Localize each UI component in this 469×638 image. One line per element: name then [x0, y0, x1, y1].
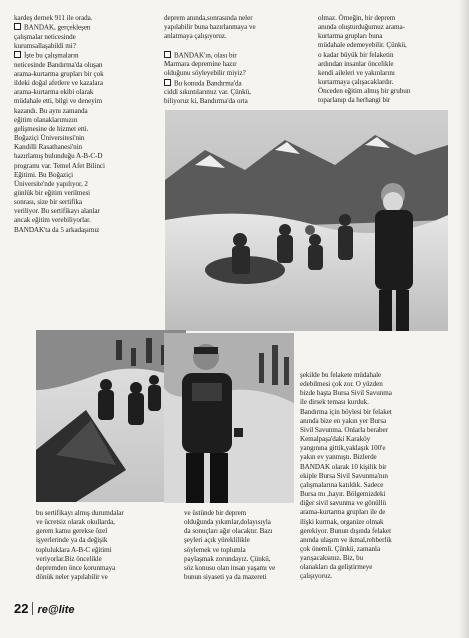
text-line-content: veriyorlar.Biz öncelikle: [36, 554, 102, 563]
text-line-content: kardeş dernek 911 ile orada.: [14, 14, 93, 22]
magazine-brand: re@lite: [37, 604, 75, 616]
text-line: [318, 60, 458, 69]
text-line: [164, 23, 314, 32]
text-line-content: şeyleri açık yüreklilikle: [184, 536, 250, 545]
footer-divider: [32, 602, 33, 615]
text-line: [318, 32, 458, 41]
text-line: [14, 207, 160, 216]
text-line-content: edebilmesi çok zor. O yüzden: [300, 380, 383, 389]
text-line-content: yangınına gittik,yaklaşık 100'e: [300, 444, 386, 453]
text-line: [14, 107, 160, 116]
text-line-content: Bursa mı ,hayır. Bölgemizdeki: [300, 490, 386, 499]
text-line-content: BANDAK olarak 10 kişilik bir: [300, 462, 387, 471]
text-line: [164, 51, 314, 61]
text-line: [14, 134, 160, 143]
text-line-content: bizde başta Bursa Sivil Savunma: [300, 389, 392, 398]
text-line: [300, 499, 460, 508]
text-line: [184, 509, 312, 518]
text-line: [300, 417, 460, 426]
text-line-content: Eğitimi. Bu Boğaziçi: [14, 170, 74, 179]
text-line-content: olduğunda yıkımlar,dolayısıyla: [184, 518, 271, 527]
text-line-content: bunun siyaseti ya da mazereti: [184, 573, 267, 582]
text-line-content: Kandilli Rasathanesi'nin: [14, 143, 83, 152]
text-line: [300, 444, 460, 453]
text-line-content: çok önemli. Çünkü, zamanla: [300, 544, 381, 553]
text-line-content: ciddi sıkıntılarımız var. Çünkü,: [164, 88, 251, 97]
text-line-content: paylaşmak zorundayız. Çünkü,: [184, 554, 271, 563]
text-line-content: kurtarmaya çalışacaklardır.: [318, 78, 394, 87]
text-line: [318, 96, 458, 105]
text-line: [318, 51, 458, 60]
text-line: [14, 162, 160, 171]
text-line: [36, 518, 182, 527]
text-line-content: BANDAK'ta da 5 arkadaşımız: [14, 225, 100, 234]
text-line: [36, 527, 182, 536]
text-line-content: olanakları da geliştirmeye: [300, 563, 373, 572]
text-line: [300, 435, 460, 444]
text-line-content: Sivil Savunma. Onlarla beraber: [300, 425, 388, 434]
text-line: [164, 79, 314, 89]
photo-climber-portrait: [164, 333, 294, 503]
text-line-content: Bu konuda Bandırma'da: [174, 79, 242, 88]
text-line-content: deprem anında,sonrasında neler: [164, 14, 253, 22]
text-line: [164, 60, 314, 69]
text-line: [164, 32, 314, 41]
text-line: [36, 509, 182, 518]
text-line: [300, 426, 460, 435]
text-line-content: arama-kurtarma grupları ile de: [300, 508, 386, 517]
column-1-bottom-text: [36, 509, 182, 582]
photo-mountain-team: [165, 110, 448, 331]
text-line: [318, 14, 458, 23]
text-line: [164, 97, 314, 106]
text-line-content: veriliyor. Bu sertifikayı alanlar: [14, 207, 100, 216]
text-line: [14, 42, 160, 51]
text-line-content: Boğaziçi Üniversitesi'nin: [14, 134, 85, 143]
text-line: [300, 472, 460, 481]
text-line-content: gelişmesine de hizmet etti.: [14, 124, 89, 133]
text-line: [14, 171, 160, 180]
text-line: [184, 546, 312, 555]
text-line-content: hazırlamış bulunduğu A-B-C-D: [14, 152, 103, 161]
text-line-content: dönük neler yapılabilir ve: [36, 573, 108, 582]
text-line-content: BANDAK, gerçekleşen: [24, 23, 91, 32]
text-line-content: toparlanıp da herhangi bir: [318, 96, 391, 105]
text-line: [14, 97, 160, 106]
text-line-content: söylemek ve toplumla: [184, 545, 246, 554]
text-line-content: bu sertifikayı almış durumdalar: [36, 509, 124, 517]
text-line: [300, 371, 460, 380]
text-line-content: ekiple Bursa Sivil Savunma'nın: [300, 471, 388, 480]
text-line: [14, 51, 160, 61]
text-line: [14, 33, 160, 42]
text-line: [318, 87, 458, 96]
text-line: [318, 41, 458, 50]
text-line-content: neticesinde Bandırma'da oluşan: [14, 60, 103, 69]
text-line-content: anında ulaşım ve ikmal,rehberlik: [300, 535, 392, 544]
text-line: [300, 389, 460, 398]
column-2-top-text: [164, 14, 314, 107]
text-line-content: İşte bu çalışmaların: [24, 51, 79, 60]
text-line: [300, 490, 460, 499]
text-line: [318, 23, 458, 32]
text-line-content: programı var. Temel Afet Bilinci: [14, 161, 105, 170]
text-line-content: işyerlerinde ya da değişik: [36, 536, 108, 545]
text-line: [300, 545, 460, 554]
text-line: [36, 564, 182, 573]
text-line-content: kendi aileleri ve yakınlarını: [318, 68, 395, 77]
text-line: [14, 143, 160, 152]
column-3-top-text: [318, 14, 458, 106]
text-line-content: biliyoruz ki, Bandırma'da orta: [164, 97, 248, 106]
text-line-content: o kadar büyük bir felaketin: [318, 50, 394, 59]
text-line: [14, 226, 160, 235]
text-line: [300, 408, 460, 417]
text-line-content: anında bize en yakın yer Bursa: [300, 416, 387, 425]
text-line: [300, 527, 460, 536]
column-1-top-text: [14, 14, 160, 235]
photo-mountain-team-image: [165, 110, 448, 331]
text-line: [14, 88, 160, 97]
text-line: [36, 546, 182, 555]
text-line: [164, 14, 314, 23]
text-line-content: gerem kamu gerekse özel: [36, 527, 108, 536]
text-line-content: anlatmaya çalışıyoruz.: [164, 32, 227, 41]
text-line: [300, 463, 460, 472]
text-line: [300, 563, 460, 572]
text-line-content: şekilde bu felakete müdahale: [300, 371, 382, 379]
text-line-content: Önceden eğitim almış bir grubun: [318, 87, 411, 96]
text-line: [300, 518, 460, 527]
text-line: [164, 88, 314, 97]
text-line: [14, 70, 160, 79]
square-bullet-icon: [164, 51, 171, 58]
text-line: [14, 79, 160, 88]
text-line: [318, 69, 458, 78]
square-bullet-icon: [14, 23, 21, 30]
text-line-content: ilişki kurmak, organize olmak: [300, 517, 384, 526]
text-line-content: Kemalpaşa'daki Karaköy: [300, 435, 371, 444]
text-line-content: kazandı. Bu aynı zamanda: [14, 106, 88, 115]
text-line-content: yarışacaksınız. Biz, bu: [300, 554, 364, 563]
text-line-content: arama-kurtarma ekibi olarak: [14, 88, 94, 97]
text-line: [36, 555, 182, 564]
text-line: [300, 481, 460, 490]
text-line-content: yapılabilir buna hazırlanmaya ve: [164, 23, 256, 32]
text-line-content: BANDAK'ın, olası bir: [174, 51, 237, 60]
text-line: [318, 78, 458, 87]
square-bullet-icon: [14, 51, 21, 58]
text-line-content: diğer sivil savunma ve gönüllü: [300, 499, 386, 508]
page-edge-shadow: [459, 0, 469, 638]
text-line-content: kurtarma grupları buna: [318, 32, 383, 41]
text-line: [14, 152, 160, 161]
text-line: [184, 518, 312, 527]
text-line-content: [164, 41, 166, 49]
text-line: [14, 216, 160, 225]
text-line: [14, 180, 160, 189]
column-2-bottom-text: [184, 509, 312, 582]
text-line-content: topluluklara A-B-C eğitimi: [36, 545, 112, 554]
text-line: [300, 398, 460, 407]
photo-climber-portrait-image: [164, 333, 294, 503]
page-number: 22: [14, 601, 29, 616]
text-line-content: anında oluşturduğumuz arama-: [318, 23, 405, 32]
text-line-content: ile dirsek teması kurduk.: [300, 398, 369, 407]
text-line: [14, 116, 160, 125]
text-line-content: müdahale edemeyebilir. Çünkü,: [318, 41, 407, 50]
text-line: [164, 41, 314, 50]
text-line-content: olduğunu söyleyebilir miyiz?: [164, 69, 246, 78]
text-line-content: çalışıyoruz.: [300, 572, 333, 581]
text-line-content: ancak eğitim verebiliyorlar.: [14, 216, 91, 225]
text-line: [300, 572, 460, 581]
text-line: [300, 453, 460, 462]
text-line-content: eğitim olanaklarımızın: [14, 115, 78, 124]
text-line-content: depremden önce korunmaya: [36, 563, 116, 572]
text-line: [14, 189, 160, 198]
text-line: [300, 554, 460, 563]
text-line: [14, 14, 160, 23]
text-line: [184, 573, 312, 582]
text-line: [300, 508, 460, 517]
text-line: [36, 573, 182, 582]
page-footer: [14, 601, 75, 616]
column-3-middle-text: [300, 371, 460, 582]
text-line-content: Bandırma için böylesi bir felaket: [300, 407, 392, 416]
text-line-content: gerekiyor. Bunun dışında felaket: [300, 526, 391, 535]
text-line-content: ildeki doğal afetlere ve kazalara: [14, 79, 103, 88]
text-line: [184, 555, 312, 564]
text-line: [36, 536, 182, 545]
text-line-content: yakın ev yanmıştı. Bizlerde: [300, 453, 377, 462]
text-line-content: da sonuçları ağır olacaktır. Bazı: [184, 527, 273, 536]
text-line-content: arama-kurtarma grupları bir çok: [14, 69, 104, 78]
square-bullet-icon: [164, 79, 171, 86]
text-line-content: günlük bir eğitim verilmesi: [14, 188, 91, 197]
text-line-content: çalışmalarına katıldık. Sadece: [300, 480, 384, 489]
text-line: [300, 536, 460, 545]
text-line: [184, 527, 312, 536]
text-line: [184, 564, 312, 573]
text-line-content: Marmara depremine hazır: [164, 60, 237, 69]
text-line-content: olmaz. Örneğin, bir deprem: [318, 14, 396, 22]
text-line-content: kurumsallaşabildi mi?: [14, 41, 76, 50]
text-line: [184, 536, 312, 545]
text-line: [14, 198, 160, 207]
text-line-content: ve üstünde bir deprem: [184, 509, 247, 517]
text-line-content: sonrası, size bir sertifika: [14, 198, 82, 207]
text-line: [14, 61, 160, 70]
text-line-content: çalışmalar neticesinde: [14, 32, 76, 41]
text-line-content: söz konusu olan insan yaşamı ve: [184, 563, 276, 572]
text-line: [14, 125, 160, 134]
text-line: [164, 69, 314, 78]
text-line-content: Üniversite'nde yapılıyor, 2: [14, 179, 88, 188]
text-line-content: ardından insanlar öncelikle: [318, 59, 394, 68]
text-line: [300, 380, 460, 389]
text-line-content: ve ücretsiz olarak okullarda,: [36, 518, 115, 527]
text-line: [14, 23, 160, 33]
text-line-content: müdahale etti, bilgi ve deneyim: [14, 97, 103, 106]
